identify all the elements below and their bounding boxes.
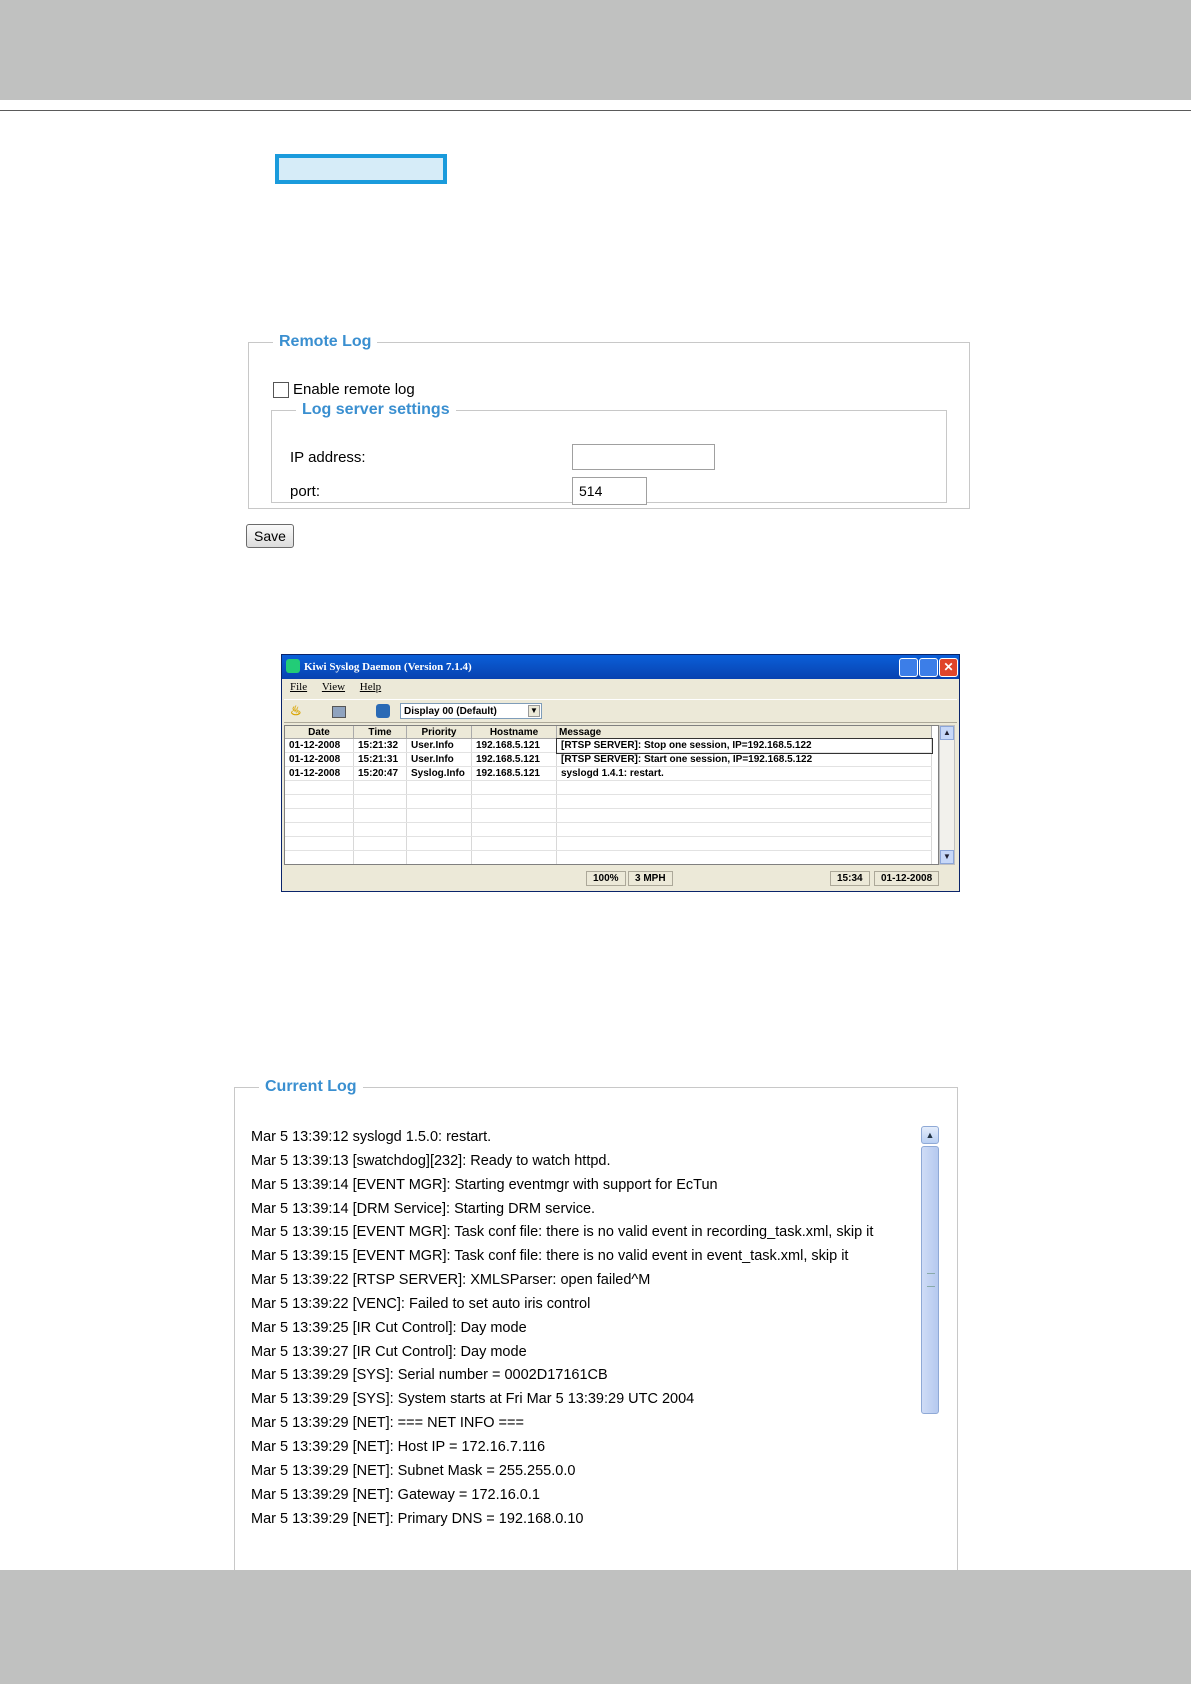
table-row[interactable] [285, 767, 932, 781]
log-line: Mar 5 13:39:29 [NET]: Primary DNS = 192.168.0.10 [251, 1510, 584, 1527]
log-line: Mar 5 13:39:15 [EVENT MGR]: Task conf file: there is no valid event in recording_task.xml, skip it [251, 1224, 874, 1241]
cell-date: 01-12-2008 [285, 753, 354, 767]
log-line: Mar 5 13:39:29 [SYS]: System starts at Fri Mar 5 13:39:29 UTC 2004 [251, 1391, 695, 1408]
header-band [0, 0, 1191, 100]
port-label: port: [290, 483, 321, 500]
current-log-panel [234, 1078, 958, 1572]
grip-icon [927, 1273, 935, 1287]
col-hostname[interactable]: Hostname [472, 726, 557, 739]
log-server-legend: Log server settings [302, 401, 450, 418]
scroll-up-icon[interactable]: ▲ [921, 1126, 939, 1144]
col-date[interactable]: Date [285, 726, 354, 739]
cell-date: 01-12-2008 [285, 767, 354, 781]
kiwi-title: Kiwi Syslog Daemon (Version 7.1.4) [304, 661, 472, 673]
chevron-down-icon[interactable]: ▼ [528, 705, 540, 717]
cell-priority: User.Info [407, 739, 472, 753]
table-row[interactable] [285, 739, 932, 753]
cell-date: 01-12-2008 [285, 739, 354, 753]
kiwi-scrollbar[interactable] [939, 725, 955, 865]
close-icon[interactable]: ✕ [939, 658, 958, 677]
log-line: Mar 5 13:39:22 [RTSP SERVER]: XMLSParser: open failed^M [251, 1272, 651, 1289]
minimize-icon[interactable] [899, 658, 918, 677]
col-message[interactable]: Message [557, 726, 932, 739]
cell-message: [RTSP SERVER]: Stop one session, IP=192.168.5.122 [557, 739, 932, 753]
cell-hostname: 192.168.5.121 [472, 753, 557, 767]
ip-address-input[interactable] [572, 444, 715, 470]
checkbox-box[interactable] [273, 382, 289, 398]
current-log-text[interactable] [251, 1126, 923, 1536]
display-select-value: Display 00 (Default) [404, 706, 497, 717]
section-tab[interactable] [275, 154, 447, 184]
scroll-thumb[interactable] [921, 1146, 939, 1414]
enable-remote-log-label: Enable remote log [293, 381, 415, 398]
cell-message: [RTSP SERVER]: Start one session, IP=192.168.5.122 [557, 753, 932, 767]
table-row-empty [285, 795, 932, 809]
remote-log-legend: Remote Log [279, 333, 372, 350]
flame-icon[interactable]: ♨ [290, 703, 302, 718]
log-line: Mar 5 13:39:15 [EVENT MGR]: Task conf file: there is no valid event in event_task.xml, skip it [251, 1248, 849, 1265]
save-button[interactable]: Save [246, 524, 294, 548]
kiwi-app-icon [286, 659, 300, 673]
cell-message: syslogd 1.4.1: restart. [557, 767, 932, 781]
enable-remote-log-checkbox[interactable] [273, 381, 415, 398]
scroll-up-icon[interactable]: ▲ [940, 726, 954, 740]
kiwi-title-bar[interactable] [282, 655, 959, 679]
col-priority[interactable]: Priority [407, 726, 472, 739]
screen-icon[interactable] [332, 706, 346, 718]
table-row-empty [285, 837, 932, 851]
ip-address-label: IP address: [290, 449, 366, 466]
log-line: Mar 5 13:39:22 [VENC]: Failed to set auto iris control [251, 1295, 591, 1312]
cell-time: 15:21:31 [354, 753, 407, 767]
menu-help[interactable]: Help [359, 681, 382, 693]
log-line: Mar 5 13:39:12 syslogd 1.5.0: restart. [251, 1129, 492, 1145]
header-divider [0, 110, 1191, 111]
current-log-scrollbar[interactable] [921, 1126, 939, 1581]
cell-time: 15:21:32 [354, 739, 407, 753]
status-date: 01-12-2008 [874, 871, 939, 886]
log-line: Mar 5 13:39:29 [SYS]: Serial number = 0002D17161CB [251, 1367, 608, 1384]
footer-band [0, 1570, 1191, 1684]
log-line: Mar 5 13:39:29 [NET]: Gateway = 172.16.0.1 [251, 1486, 540, 1503]
cell-priority: Syslog.Info [407, 767, 472, 781]
globe-icon[interactable] [376, 704, 390, 718]
log-line: Mar 5 13:39:27 [IR Cut Control]: Day mode [251, 1343, 527, 1360]
cell-priority: User.Info [407, 753, 472, 767]
kiwi-toolbar [284, 699, 957, 723]
table-row-empty [285, 781, 932, 795]
display-select[interactable] [400, 703, 542, 719]
remote-log-panel [248, 333, 970, 509]
scroll-down-icon[interactable]: ▼ [940, 850, 954, 864]
cell-time: 15:20:47 [354, 767, 407, 781]
kiwi-menu-bar [284, 681, 387, 697]
kiwi-log-table [285, 726, 932, 865]
log-server-settings [271, 401, 947, 503]
kiwi-log-list [284, 725, 939, 865]
status-percent: 100% [586, 871, 626, 886]
log-line: Mar 5 13:39:29 [NET]: Subnet Mask = 255.255.0.0 [251, 1462, 576, 1479]
kiwi-status-bar [284, 869, 957, 889]
port-input[interactable] [572, 477, 647, 505]
log-line: Mar 5 13:39:14 [EVENT MGR]: Starting eventmgr with support for EcTun [251, 1176, 718, 1193]
table-row[interactable] [285, 753, 932, 767]
log-line: Mar 5 13:39:25 [IR Cut Control]: Day mode [251, 1319, 527, 1336]
log-line: Mar 5 13:39:29 [NET]: Host IP = 172.16.7.116 [251, 1438, 546, 1455]
status-rate: 3 MPH [628, 871, 673, 886]
cell-hostname: 192.168.5.121 [472, 739, 557, 753]
log-line: Mar 5 13:39:29 [NET]: === NET INFO === [251, 1415, 524, 1432]
kiwi-syslog-window [281, 654, 960, 892]
menu-file[interactable]: File [290, 681, 308, 693]
table-row-empty [285, 809, 932, 823]
log-line: Mar 5 13:39:14 [DRM Service]: Starting DRM service. [251, 1200, 596, 1217]
maximize-icon[interactable] [919, 658, 938, 677]
current-log-legend: Current Log [265, 1078, 357, 1095]
status-time: 15:34 [830, 871, 870, 886]
menu-view[interactable]: View [321, 681, 346, 693]
table-row-empty [285, 851, 932, 865]
table-row-empty [285, 823, 932, 837]
col-time[interactable]: Time [354, 726, 407, 739]
cell-hostname: 192.168.5.121 [472, 767, 557, 781]
log-line: Mar 5 13:39:13 [swatchdog][232]: Ready to watch httpd. [251, 1152, 611, 1169]
